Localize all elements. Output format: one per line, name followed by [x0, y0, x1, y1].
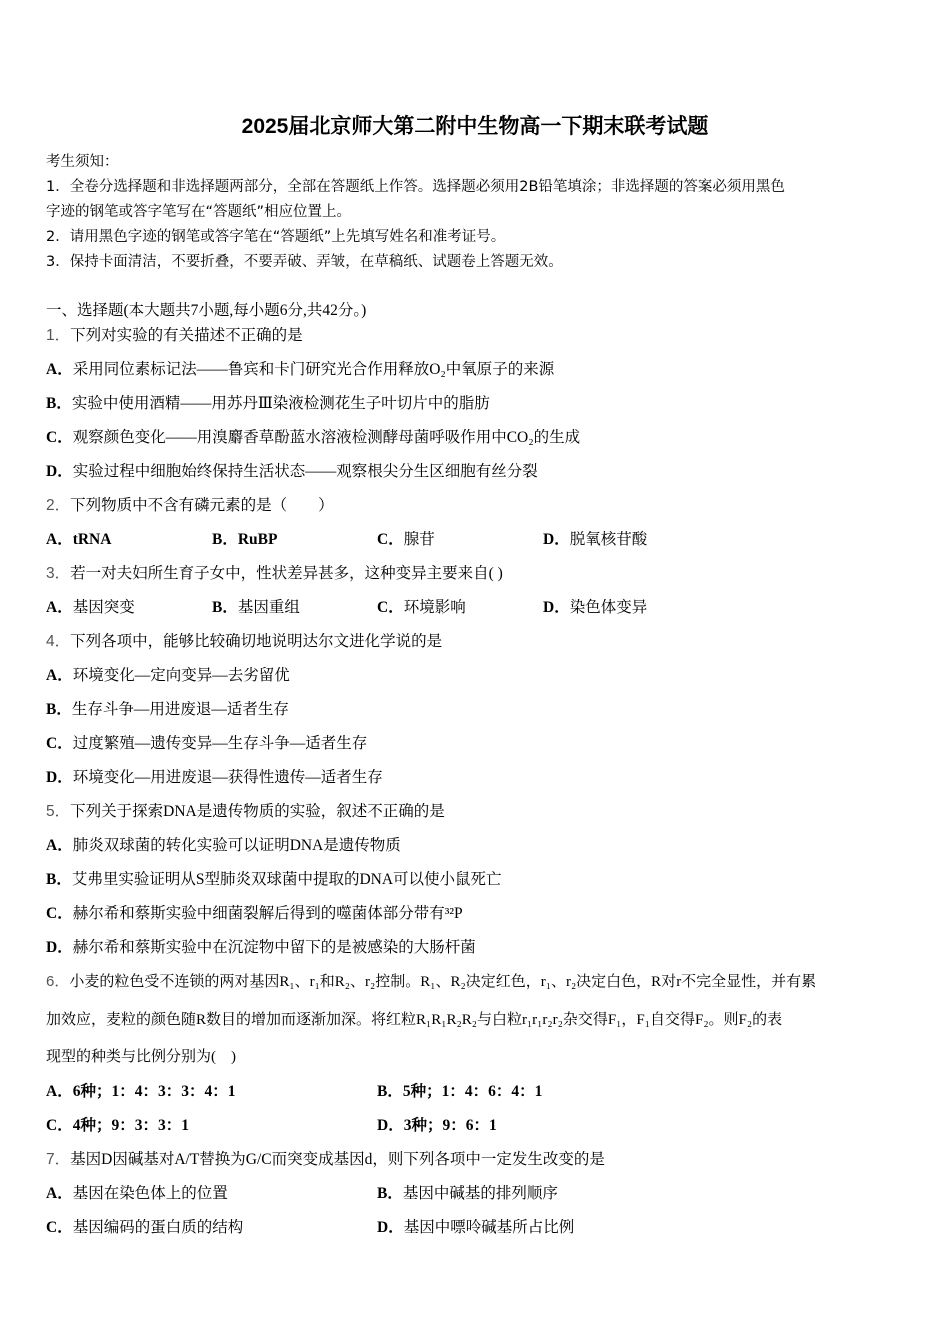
option-3d[interactable]: [543, 598, 647, 618]
option-letter: D．: [543, 599, 570, 616]
question-number: 7．: [46, 1151, 71, 1168]
question-6-line-3: 现型的种类与比例分别为( ): [46, 1049, 236, 1065]
options-row-7a: [46, 1184, 906, 1204]
option-text: 基因中嘌呤碱基所占比例: [403, 1219, 575, 1236]
options-row-7b: [46, 1218, 906, 1238]
option-6a[interactable]: [46, 1082, 235, 1102]
question-stem: 小麦的粒色受不连锁的两对基因R₁、r₁和R₂、r₂控制。R₁、R₂决定红色，r₁、r₂决定白色，R对r不完全显性，并有累: [69, 974, 817, 990]
option-2b[interactable]: [212, 530, 277, 550]
options-row-6b: [46, 1116, 906, 1136]
option-7c[interactable]: [46, 1218, 243, 1238]
option-letter: A．: [46, 1083, 73, 1100]
option-text: RuBP: [237, 531, 278, 548]
option-letter: A．: [46, 1185, 73, 1202]
notice-item: 1．全卷分选择题和非选择题两部分，全部在答题纸上作答。选择题必须用2B铅笔填涂；非选择题的答案必须用黑色: [46, 179, 785, 195]
option-letter: B．: [46, 395, 72, 412]
question-number: 5．: [46, 803, 71, 820]
question-number: 1．: [46, 327, 71, 344]
option-letter: C．: [46, 1117, 73, 1134]
question-number: 3．: [46, 565, 71, 582]
page-title: 2025届北京师大第二附中生物高一下期末联考试题: [241, 115, 709, 138]
option-text: 基因编码的蛋白质的结构: [72, 1219, 244, 1236]
option-text: 艾弗里实验证明从S型肺炎双球菌中提取的DNA可以使小鼠死亡: [71, 871, 502, 888]
options-row-6a: [46, 1082, 906, 1102]
option-6c[interactable]: [46, 1116, 189, 1136]
option-7b[interactable]: [377, 1184, 558, 1204]
question-2: [46, 496, 334, 516]
option-3b[interactable]: [212, 598, 300, 618]
options-row-3: [46, 598, 906, 618]
option-5a[interactable]: [46, 836, 401, 856]
option-text: 4种；9：3：3：1: [72, 1117, 189, 1134]
option-letter: B．: [46, 701, 72, 718]
question-3: [46, 564, 503, 584]
option-letter: C．: [46, 905, 73, 922]
option-1a[interactable]: [46, 360, 554, 380]
option-letter: C．: [377, 531, 404, 548]
option-letter: C．: [46, 735, 73, 752]
option-letter: A．: [46, 667, 73, 684]
notice-heading: 考生须知：: [46, 154, 119, 170]
option-text: 基因重组: [237, 599, 300, 616]
option-text: 腺苷: [403, 531, 435, 548]
question-number: 4．: [46, 633, 71, 650]
option-3c[interactable]: [377, 598, 466, 618]
question-5: [46, 802, 445, 822]
option-2a[interactable]: [46, 530, 111, 550]
option-5d[interactable]: [46, 938, 476, 958]
question-stem: 下列物质中不含有磷元素的是（ ）: [70, 497, 334, 514]
question-6-line-2: 加效应，麦粒的颜色随R数目的增加而逐渐加深。将红粒R₁R₁R₂R₂与白粒r₁r₁r₂r₂杂交得F₁，F₁自交得F₂。则F₂的表: [46, 1012, 783, 1028]
option-text: 赫尔希和蔡斯实验中在沉淀物中留下的是被感染的大肠杆菌: [72, 939, 476, 956]
option-4a[interactable]: [46, 666, 290, 686]
notice-item: 3．保持卡面清洁，不要折叠，不要弄破、弄皱，在草稿纸、试题卷上答题无效。: [46, 254, 563, 270]
question-stem: 下列关于探索DNA是遗传物质的实验，叙述不正确的是: [70, 803, 445, 820]
option-text: 基因在染色体上的位置: [72, 1185, 228, 1202]
option-5c[interactable]: [46, 904, 463, 924]
option-text: 6种；1：4：3：3：4：1: [72, 1083, 236, 1100]
option-letter: D．: [46, 463, 73, 480]
option-letter: B．: [212, 599, 238, 616]
question-4: [46, 632, 442, 652]
question-stem: 若一对夫妇所生育子女中，性状差异甚多，这种变异主要来自( ): [70, 565, 503, 582]
option-letter: C．: [377, 599, 404, 616]
option-4d[interactable]: [46, 768, 383, 788]
option-text: 过度繁殖—遗传变异—生存斗争—适者生存: [72, 735, 368, 752]
option-3a[interactable]: [46, 598, 135, 618]
option-letter: D．: [543, 531, 570, 548]
option-text: 环境变化—用进废退—获得性遗传—适者生存: [72, 769, 383, 786]
notice-item: 字迹的钢笔或答字笔写在“答题纸”相应位置上。: [46, 204, 352, 220]
option-7d[interactable]: [377, 1218, 574, 1238]
option-text: 实验中使用酒精——用苏丹Ⅲ染液检测花生子叶切片中的脂肪: [71, 395, 490, 412]
option-letter: D．: [46, 939, 73, 956]
option-letter: B．: [377, 1185, 403, 1202]
option-6b[interactable]: [377, 1082, 542, 1102]
option-5b[interactable]: [46, 870, 502, 890]
option-text: 染色体变异: [569, 599, 648, 616]
option-text: 基因中碱基的排列顺序: [402, 1185, 558, 1202]
option-1d[interactable]: [46, 462, 538, 482]
option-text: 基因突变: [72, 599, 135, 616]
option-letter: C．: [46, 429, 73, 446]
option-2d[interactable]: [543, 530, 647, 550]
option-text: 赫尔希和蔡斯实验中细菌裂解后得到的噬菌体部分带有³²P: [72, 905, 463, 922]
question-1: [46, 326, 303, 346]
option-1b[interactable]: [46, 394, 490, 414]
question-number: 6．: [46, 973, 70, 990]
question-number: 2．: [46, 497, 71, 514]
option-text: 生存斗争—用进废退—适者生存: [71, 701, 289, 718]
option-text: 观察颜色变化——用溴麝香草酚蓝水溶液检测酵母菌呼吸作用中CO₂的生成: [72, 429, 581, 446]
section-heading: 一、选择题(本大题共7小题,每小题6分,共42分。): [46, 302, 367, 319]
option-letter: B．: [377, 1083, 403, 1100]
option-text: 肺炎双球菌的转化实验可以证明DNA是遗传物质: [72, 837, 401, 854]
option-4c[interactable]: [46, 734, 367, 754]
notice-item: 2．请用黑色字迹的钢笔或答字笔在“答题纸”上先填写姓名和准考证号。: [46, 229, 506, 245]
option-letter: B．: [46, 871, 72, 888]
option-letter: C．: [46, 1219, 73, 1236]
question-6-line-1: [46, 972, 816, 992]
option-letter: A．: [46, 837, 73, 854]
options-row-2: [46, 530, 906, 550]
option-letter: D．: [377, 1117, 404, 1134]
option-text: 5种；1：4：6：4：1: [402, 1083, 543, 1100]
option-letter: D．: [377, 1219, 404, 1236]
option-text: 采用同位素标记法——鲁宾和卡门研究光合作用释放O₂中氧原子的来源: [72, 361, 555, 378]
option-letter: D．: [46, 769, 73, 786]
option-text: tRNA: [72, 531, 112, 548]
option-text: 环境影响: [403, 599, 466, 616]
option-letter: A．: [46, 599, 73, 616]
option-letter: B．: [212, 531, 238, 548]
option-letter: A．: [46, 361, 73, 378]
option-text: 实验过程中细胞始终保持生活状态——观察根尖分生区细胞有丝分裂: [72, 463, 538, 480]
question-stem: 基因D因碱基对A/T替换为G/C而突变成基因d，则下列各项中一定发生改变的是: [70, 1151, 605, 1168]
option-letter: A．: [46, 531, 73, 548]
option-text: 3种；9：6：1: [403, 1117, 497, 1134]
option-text: 脱氧核苷酸: [569, 531, 648, 548]
option-4b[interactable]: [46, 700, 289, 720]
question-7: [46, 1150, 605, 1170]
option-1c[interactable]: [46, 428, 580, 448]
option-2c[interactable]: [377, 530, 435, 550]
option-text: 环境变化—定向变异—去劣留优: [72, 667, 290, 684]
question-stem: 下列各项中，能够比较确切地说明达尔文进化学说的是: [70, 633, 443, 650]
option-7a[interactable]: [46, 1184, 228, 1204]
option-6d[interactable]: [377, 1116, 497, 1136]
question-stem: 下列对实验的有关描述不正确的是: [70, 327, 303, 344]
